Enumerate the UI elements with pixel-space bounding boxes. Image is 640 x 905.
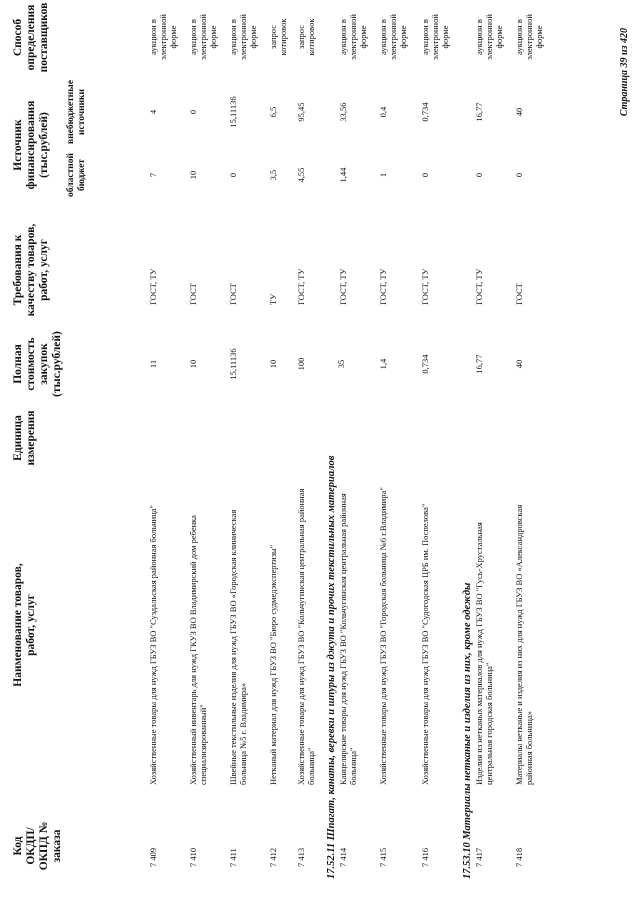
row-budget: 7	[148, 172, 158, 178]
row-budget: 0	[228, 172, 238, 178]
row-extra: 0	[188, 109, 198, 115]
row-code: 7 413	[296, 847, 306, 867]
row-name: Хозяйственные товары для нужд ГБУЗ ВО "Суздальская районная больница"	[148, 505, 158, 785]
row-code: 7 414	[338, 847, 348, 867]
header-source-budget: областной бюджет	[66, 153, 87, 197]
row-cost: 1,4	[378, 358, 388, 370]
row-name: Хозяйственные товары для нужд ГБУЗ ВО "Городская больница №6 г.Владимира"	[378, 487, 388, 785]
row-budget: 1,44	[338, 167, 348, 183]
row-extra: 6,5	[268, 106, 278, 118]
row-code: 7 411	[228, 848, 238, 867]
row-requirements: ГОСТ, ТУ	[338, 268, 348, 305]
row-budget: 0	[514, 172, 524, 178]
row-code: 7 412	[268, 847, 278, 867]
row-extra: 4	[148, 109, 158, 115]
row-cost: 40	[514, 359, 524, 369]
row-budget: 4,55	[296, 167, 306, 183]
row-extra: 0,734	[420, 102, 430, 122]
header-unit: Единица измерения	[12, 410, 37, 466]
row-cost: 15,11136	[228, 348, 238, 380]
row-budget: 0	[420, 172, 430, 178]
row-extra: 40	[514, 107, 524, 117]
header-cost: Полная стоимость закупок (тыс.рублей)	[12, 331, 63, 397]
row-extra: 0,4	[378, 106, 388, 118]
row-method: аукцион в электронной форме	[514, 14, 544, 60]
row-method: аукцион в электронной форме	[148, 14, 178, 60]
row-name: Хозяйственные товары для нужд ГБУЗ ВО "Судогодская ЦРБ им. Поспелова"	[420, 503, 430, 785]
row-requirements: ГОСТ, ТУ	[148, 268, 158, 305]
category-code: 17.52.11	[326, 842, 337, 879]
category-heading	[326, 456, 337, 879]
row-method: аукцион в электронной форме	[378, 14, 408, 60]
row-code: 7 417	[474, 847, 484, 867]
row-method: аукцион в электронной форме	[188, 14, 218, 60]
row-code: 7 415	[378, 847, 388, 867]
row-method: аукцион в электронной форме	[474, 14, 504, 60]
row-cost: 11	[148, 359, 158, 369]
row-method: запрос котировок	[296, 18, 316, 56]
row-budget: 10	[188, 170, 198, 180]
row-extra: 15,11136	[228, 96, 238, 128]
category-title: Шпагат, канаты, веревки и шпуры из джута и прочих текстильных материалов	[326, 455, 337, 841]
row-extra: 16,77	[474, 102, 484, 122]
row-name: Швейные текстильные изделия для нужд ГБУЗ ВО «Городская клиническая больница №5 г. Владимира»	[228, 509, 248, 785]
row-name: Материалы нетканые и изделия из них для нужд ГБУЗ ВО «Александровская районная больница»	[514, 504, 534, 785]
row-requirements: ГОСТ	[228, 283, 238, 305]
row-name: Нетканый материал для нужд ГБУЗ ВО "Бюро судмедэкспертизы"	[268, 544, 278, 785]
row-requirements: ГОСТ, ТУ	[420, 268, 430, 305]
row-cost: 10	[188, 359, 198, 369]
page-number: Страница 39 из 420	[619, 28, 630, 117]
row-budget: 0	[474, 172, 484, 178]
category-heading	[462, 583, 473, 879]
row-budget: 1	[378, 172, 388, 178]
row-code: 7 410	[188, 847, 198, 867]
row-name: Хозяйственный инвентарь для нужд ГКУЗ ВО Владимирский дом ребенка специализированный"	[188, 515, 208, 785]
row-cost: 16,77	[474, 354, 484, 374]
header-name: Наименование товаров, работ, услуг	[12, 563, 37, 687]
row-requirements: ГОСТ, ТУ	[474, 268, 484, 305]
row-requirements: ГОСТ	[188, 283, 198, 305]
row-name: Изделия из нетканых материалов для нужд ГБУЗ ВО "Гусь-Хрустальная центральная городская больница"	[474, 522, 494, 785]
row-code: 7 418	[514, 847, 524, 867]
header-method: Способ определения поставщиков	[12, 2, 50, 73]
row-cost: 35	[336, 359, 346, 369]
row-extra: 33,56	[338, 102, 348, 122]
row-budget: 3,5	[268, 169, 278, 181]
row-code: 7 416	[420, 847, 430, 867]
row-method: аукцион в электронной форме	[228, 14, 258, 60]
row-cost: 10	[268, 359, 278, 369]
header-source-extra: внебюджетные источники	[66, 80, 87, 144]
row-code: 7 409	[148, 847, 158, 867]
row-requirements: ГОСТ, ТУ	[378, 268, 388, 305]
row-name: Хозяйственные товары для нужд ГБУЗ ВО "Кольчугинская центральная районная больница"	[296, 488, 316, 785]
header-requirements: Требования к качеству товаров, работ, услуг	[12, 223, 50, 317]
category-code: 17.53.10	[462, 842, 473, 879]
row-method: аукцион в электронной форме	[338, 14, 368, 60]
header-source: Источник финансирования (тыс.рублей)	[12, 100, 50, 190]
row-cost: 0,734	[420, 354, 430, 374]
row-requirements: ТУ	[268, 293, 278, 305]
row-requirements: ГОСТ, ТУ	[296, 268, 306, 305]
row-extra: 95,45	[296, 102, 306, 122]
category-title: Материалы нетканые и изделия из них, кроме одежды	[462, 582, 473, 840]
header-code: Код ОКДП/ ОКПД № заказа	[12, 821, 63, 871]
row-requirements: ГОСТ	[514, 283, 524, 305]
row-name: Канцелярские товары для нужд ГБУЗ ВО "Кольчугинская центральная районная больница"	[338, 493, 358, 785]
row-method: запрос котировок	[268, 18, 288, 56]
row-method: аукцион в электронной форме	[420, 14, 450, 60]
row-cost: 100	[296, 357, 306, 371]
